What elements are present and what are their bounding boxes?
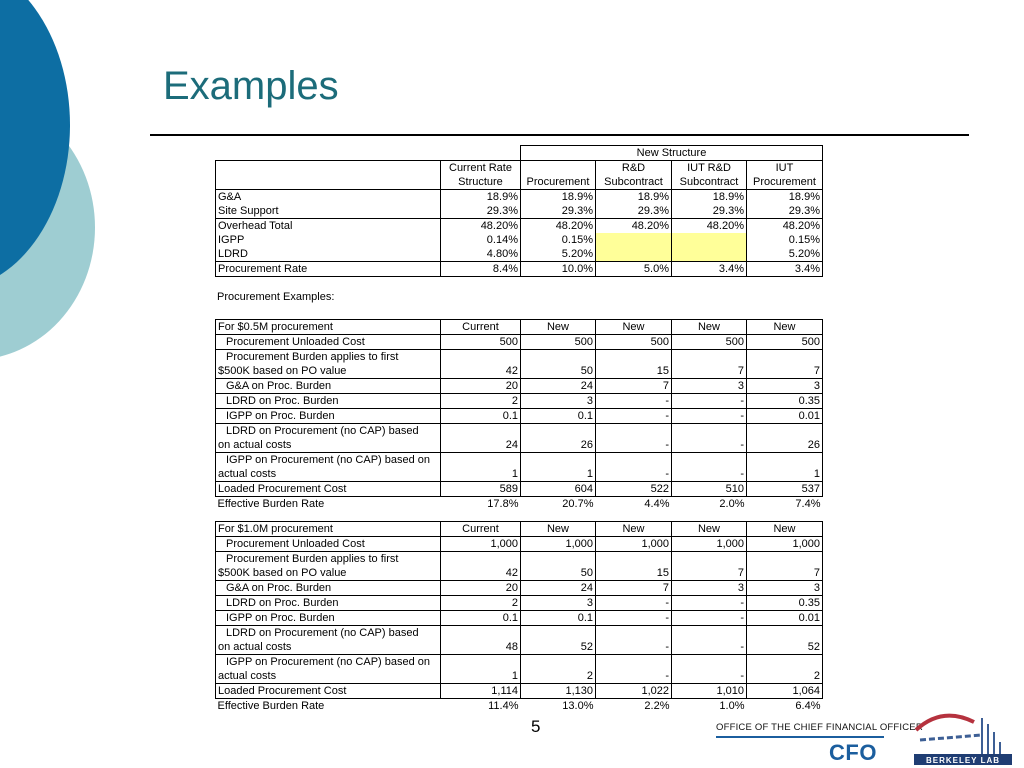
value-cell: 24 <box>521 581 596 596</box>
value-cell: 0.1 <box>521 409 596 424</box>
procurement-examples-label: Procurement Examples: <box>217 291 335 303</box>
column-header: New <box>521 320 596 335</box>
highlight-cell <box>672 233 747 247</box>
rates-row-ldrd: LDRD 4.80% 5.20% 5.20% <box>216 247 823 262</box>
value-cell: 7 <box>596 379 672 394</box>
value-cell: 500 <box>747 335 823 350</box>
table-row <box>216 394 823 409</box>
empty-cell <box>596 552 672 567</box>
row-label: G&A on Proc. Burden <box>216 379 441 394</box>
value-cell: 1,000 <box>747 537 823 552</box>
cfo-logo-text: CFO <box>829 740 877 765</box>
new-structure-header: New Structure <box>521 146 823 161</box>
value-cell: 522 <box>596 482 672 497</box>
value-cell: - <box>596 409 672 424</box>
slide-title: Examples <box>163 64 339 108</box>
value-cell: 2 <box>441 596 521 611</box>
row-label: IGPP on Procurement (no CAP) based on <box>216 453 441 468</box>
column-header: New <box>747 320 823 335</box>
effective-burden-row <box>216 699 823 714</box>
value-cell: 500 <box>441 335 521 350</box>
value-cell: 52 <box>747 640 823 655</box>
value-cell: 1,114 <box>441 684 521 699</box>
value-cell: 52 <box>521 640 596 655</box>
value-cell: 1,000 <box>441 537 521 552</box>
value-cell: 4.4% <box>644 497 670 510</box>
example-title: For $1.0M procurement <box>216 522 441 537</box>
row-label-continued: on actual costs <box>216 438 441 453</box>
rates-header-row-2: Structure Procurement Subcontract Subcontract Procurement <box>216 175 823 190</box>
value-cell: - <box>672 611 747 626</box>
row-label: IGPP on Procurement (no CAP) based on <box>216 655 441 670</box>
value-cell: 7 <box>672 566 747 581</box>
value-cell: 500 <box>596 335 672 350</box>
value-cell: 15 <box>596 364 672 379</box>
empty-cell <box>747 453 823 468</box>
value-cell: 6.4% <box>795 699 821 712</box>
value-cell: 7 <box>672 364 747 379</box>
highlight-cell <box>672 247 747 262</box>
row-label: G&A on Proc. Burden <box>216 581 441 596</box>
table-row <box>216 409 823 424</box>
value-cell: 2 <box>747 669 823 684</box>
value-cell: 3 <box>521 596 596 611</box>
value-cell: 42 <box>441 566 521 581</box>
empty-cell <box>596 655 672 670</box>
column-header: Current <box>441 320 521 335</box>
empty-cell <box>747 424 823 439</box>
table-row <box>216 482 823 497</box>
column-header: Current <box>441 522 521 537</box>
value-cell: - <box>596 394 672 409</box>
value-cell: - <box>672 596 747 611</box>
empty-cell <box>596 350 672 365</box>
value-cell: 2 <box>441 394 521 409</box>
value-cell: 13.0% <box>562 699 594 712</box>
empty-cell <box>672 655 747 670</box>
value-cell: - <box>672 409 747 424</box>
value-cell: - <box>596 438 672 453</box>
value-cell: 1,000 <box>596 537 672 552</box>
row-label: IGPP on Proc. Burden <box>216 409 441 424</box>
value-cell: 1,130 <box>521 684 596 699</box>
row-label: Loaded Procurement Cost <box>216 684 441 699</box>
value-cell: - <box>672 669 747 684</box>
value-cell: 20 <box>441 379 521 394</box>
row-label: Procurement Burden applies to first <box>216 552 441 567</box>
row-label: LDRD on Proc. Burden <box>216 596 441 611</box>
empty-cell <box>747 350 823 365</box>
empty-cell <box>441 424 521 439</box>
column-header: New <box>596 320 672 335</box>
value-cell: 50 <box>521 566 596 581</box>
empty-cell <box>672 552 747 567</box>
value-cell: 1,010 <box>672 684 747 699</box>
value-cell: 3 <box>521 394 596 409</box>
row-label: Procurement Unloaded Cost <box>216 537 441 552</box>
value-cell: - <box>596 640 672 655</box>
row-label: LDRD on Procurement (no CAP) based <box>216 424 441 439</box>
lab-name: BERKELEY LAB <box>925 756 1001 765</box>
value-cell: 3 <box>672 379 747 394</box>
value-cell: 589 <box>441 482 521 497</box>
row-label-continued: $500K based on PO value <box>216 364 441 379</box>
value-cell: 7 <box>596 581 672 596</box>
example-title: For $0.5M procurement <box>216 320 441 335</box>
highlight-cell <box>596 247 672 262</box>
value-cell: 2.0% <box>719 497 745 510</box>
cfo-divider <box>716 736 884 738</box>
empty-cell <box>521 350 596 365</box>
row-label: IGPP on Proc. Burden <box>216 611 441 626</box>
value-cell: 0.1 <box>441 409 521 424</box>
value-cell: 2.2% <box>644 699 670 712</box>
table-row <box>216 537 823 552</box>
value-cell: 3 <box>747 379 823 394</box>
value-cell: 1,064 <box>747 684 823 699</box>
table-row <box>216 350 823 365</box>
value-cell: 24 <box>521 379 596 394</box>
value-cell: - <box>596 467 672 482</box>
value-cell: 0.1 <box>441 611 521 626</box>
title-divider <box>150 134 969 136</box>
empty-cell <box>672 626 747 641</box>
value-cell: 0.35 <box>747 394 823 409</box>
cfo-office-text: OFFICE OF THE CHIEF FINANCIAL OFFICER <box>716 722 923 733</box>
column-header: New <box>672 320 747 335</box>
value-cell: - <box>596 611 672 626</box>
value-cell: - <box>672 640 747 655</box>
column-header: New <box>672 522 747 537</box>
table-row <box>216 552 823 567</box>
berkeley-lab-logo-icon <box>912 708 1016 768</box>
value-cell: 3 <box>672 581 747 596</box>
empty-cell <box>521 453 596 468</box>
value-cell: 42 <box>441 364 521 379</box>
empty-cell <box>672 424 747 439</box>
value-cell: 2 <box>521 669 596 684</box>
empty-cell <box>521 424 596 439</box>
example-header-row <box>216 320 823 335</box>
value-cell: 15 <box>596 566 672 581</box>
table-row <box>216 655 823 670</box>
empty-cell <box>747 655 823 670</box>
row-label: Procurement Unloaded Cost <box>216 335 441 350</box>
row-label: Loaded Procurement Cost <box>216 482 441 497</box>
empty-cell <box>441 626 521 641</box>
value-cell: 1 <box>441 669 521 684</box>
effective-burden-row <box>216 497 823 512</box>
empty-cell <box>596 453 672 468</box>
value-cell: 1.0% <box>719 699 745 712</box>
value-cell: 7 <box>747 364 823 379</box>
value-cell: - <box>672 467 747 482</box>
rates-row-ga: G&A 18.9% 18.9% 18.9% 18.9% 18.9% <box>216 190 823 205</box>
value-cell: 0.1 <box>521 611 596 626</box>
empty-cell <box>672 350 747 365</box>
empty-cell <box>521 655 596 670</box>
value-cell: 7 <box>747 566 823 581</box>
value-cell: 537 <box>747 482 823 497</box>
table-row <box>216 453 823 468</box>
empty-cell <box>441 655 521 670</box>
table-row <box>216 626 823 641</box>
empty-cell <box>747 626 823 641</box>
empty-cell <box>596 626 672 641</box>
row-label: LDRD on Procurement (no CAP) based <box>216 626 441 641</box>
row-label: Procurement Burden applies to first <box>216 350 441 365</box>
value-cell: 604 <box>521 482 596 497</box>
table-row <box>216 669 823 684</box>
value-cell: 1,000 <box>521 537 596 552</box>
table-row <box>216 611 823 626</box>
empty-cell <box>441 453 521 468</box>
row-label-continued: $500K based on PO value <box>216 566 441 581</box>
row-label: Effective Burden Rate <box>217 497 325 510</box>
value-cell: 1,022 <box>596 684 672 699</box>
example-header-row <box>216 522 823 537</box>
value-cell: 1 <box>521 467 596 482</box>
row-label: LDRD on Proc. Burden <box>216 394 441 409</box>
rates-row-igpp: IGPP 0.14% 0.15% 0.15% <box>216 233 823 247</box>
table-row <box>216 364 823 379</box>
table-row <box>216 684 823 699</box>
rates-row-site-support: Site Support 29.3% 29.3% 29.3% 29.3% 29.3% <box>216 204 823 219</box>
row-label-continued: on actual costs <box>216 640 441 655</box>
example-table-1.0m <box>215 521 823 713</box>
empty-cell <box>521 552 596 567</box>
column-header: New <box>521 522 596 537</box>
value-cell: 500 <box>672 335 747 350</box>
value-cell: 20.7% <box>562 497 594 510</box>
table-row <box>216 467 823 482</box>
value-cell: 11.4% <box>488 699 519 712</box>
value-cell: 3 <box>747 581 823 596</box>
value-cell: 0.01 <box>747 611 823 626</box>
value-cell: 1,000 <box>672 537 747 552</box>
value-cell: 510 <box>672 482 747 497</box>
highlight-cell <box>596 233 672 247</box>
value-cell: 7.4% <box>795 497 821 510</box>
page-number: 5 <box>531 717 541 736</box>
value-cell: 0.01 <box>747 409 823 424</box>
table-row <box>216 596 823 611</box>
table-row <box>216 335 823 350</box>
empty-cell <box>672 453 747 468</box>
value-cell: 1 <box>441 467 521 482</box>
value-cell: 24 <box>441 438 521 453</box>
empty-cell <box>521 626 596 641</box>
rate-structure-table <box>215 145 823 277</box>
rates-row-procurement-rate: Procurement Rate 8.4% 10.0% 5.0% 3.4% 3.4% <box>216 262 823 277</box>
empty-cell <box>441 350 521 365</box>
row-label: Effective Burden Rate <box>217 699 325 712</box>
table-row <box>216 640 823 655</box>
row-label-continued: actual costs <box>216 467 441 482</box>
value-cell: - <box>596 669 672 684</box>
value-cell: 26 <box>521 438 596 453</box>
table-row <box>216 438 823 453</box>
value-cell: 500 <box>521 335 596 350</box>
example-table-0.5m <box>215 319 823 511</box>
rates-row-overhead-total: Overhead Total 48.20% 48.20% 48.20% 48.20% 48.20% <box>216 219 823 234</box>
column-header: New <box>747 522 823 537</box>
table-row <box>216 424 823 439</box>
table-row <box>216 379 823 394</box>
rates-header-row-1: Current Rate R&D IUT R&D IUT <box>216 161 823 176</box>
value-cell: - <box>596 596 672 611</box>
column-header: New <box>596 522 672 537</box>
value-cell: 48 <box>441 640 521 655</box>
empty-cell <box>747 552 823 567</box>
value-cell: 26 <box>747 438 823 453</box>
value-cell: 1 <box>747 467 823 482</box>
table-row <box>216 581 823 596</box>
value-cell: 50 <box>521 364 596 379</box>
row-label-continued: actual costs <box>216 669 441 684</box>
empty-cell <box>596 424 672 439</box>
table-row <box>216 566 823 581</box>
value-cell: - <box>672 438 747 453</box>
empty-cell <box>441 552 521 567</box>
value-cell: 0.35 <box>747 596 823 611</box>
value-cell: - <box>672 394 747 409</box>
value-cell: 20 <box>441 581 521 596</box>
value-cell: 17.8% <box>487 497 519 510</box>
